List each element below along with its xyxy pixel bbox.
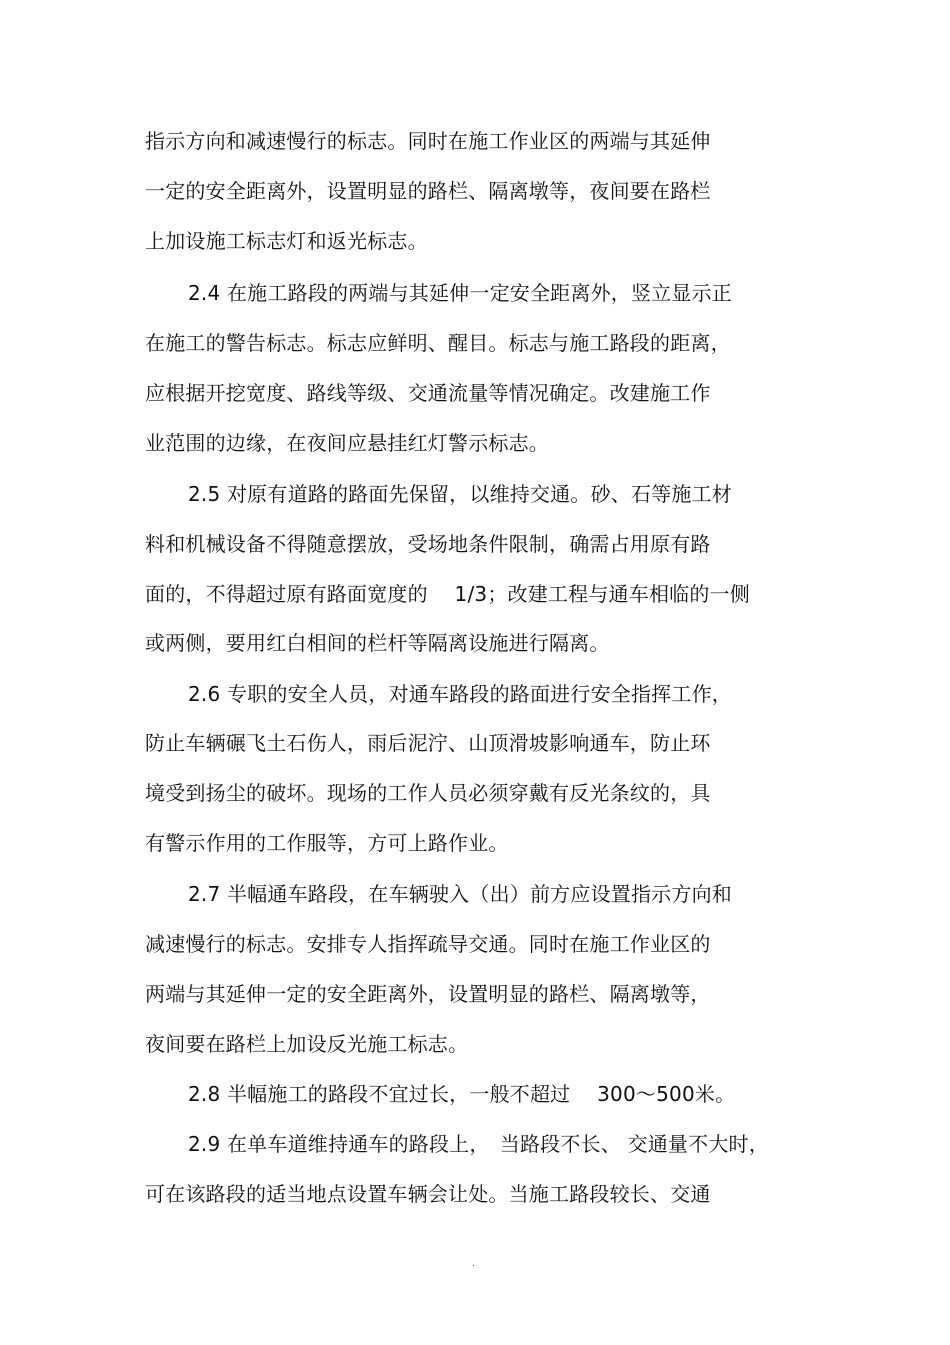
paragraph-start-2-8: 2.8 半幅施工的路段不宜过长，一般不超过 300～500米。 xyxy=(188,1082,736,1106)
text-line: 两端与其延伸一定的安全距离外，设置明显的路栏、隔离墩等， xyxy=(145,982,711,1006)
paragraph-start-2-6: 2.6 专职的安全人员，对通车路段的路面进行安全指挥工作， xyxy=(188,682,732,706)
page-mark: . xyxy=(472,1258,476,1269)
text-line: 上加设施工标志灯和返光标志。 xyxy=(145,229,428,253)
text-line: 面的，不得超过原有路面宽度的 1/3；改建工程与通车相临的一侧 xyxy=(145,582,750,606)
paragraph-start-2-4: 2.4 在施工路段的两端与其延伸一定安全距离外，竖立显示正 xyxy=(188,281,732,305)
text-line: 夜间要在路栏上加设反光施工标志。 xyxy=(145,1032,469,1056)
text-line: 有警示作用的工作服等，方可上路作业。 xyxy=(145,831,509,855)
text-line: 境受到扬尘的破坏。现场的工作人员必须穿戴有反光条纹的，具 xyxy=(145,781,711,805)
paragraph-start-2-5: 2.5 对原有道路的路面先保留，以维持交通。砂、石等施工材 xyxy=(188,482,732,506)
text-line: 防止车辆碾飞土石伤人，雨后泥泞、山顶滑坡影响通车，防止环 xyxy=(145,731,711,755)
text-line: 在施工的警告标志。标志应鲜明、醒目。标志与施工路段的距离， xyxy=(145,331,731,355)
text-line: 业范围的边缘，在夜间应悬挂红灯警示标志。 xyxy=(145,431,549,455)
paragraph-start-2-9: 2.9 在单车道维持通车的路段上， 当路段不长、 交通量不大时， xyxy=(188,1132,769,1156)
text-line: 或两侧，要用红白相间的栏杆等隔离设施进行隔离。 xyxy=(145,631,610,655)
text-line: 应根据开挖宽度、路线等级、交通流量等情况确定。改建施工作 xyxy=(145,381,711,405)
paragraph-start-2-7: 2.7 半幅通车路段，在车辆驶入（出）前方应设置指示方向和 xyxy=(188,882,732,906)
text-line: 减速慢行的标志。安排专人指挥疏导交通。同时在施工作业区的 xyxy=(145,932,711,956)
text-line: 料和机械设备不得随意摆放，受场地条件限制，确需占用原有路 xyxy=(145,532,711,556)
text-line: 可在该路段的适当地点设置车辆会让处。当施工路段较长、交通 xyxy=(145,1182,711,1206)
text-line: 一定的安全距离外，设置明显的路栏、隔离墩等，夜间要在路栏 xyxy=(145,179,711,203)
text-line: 指示方向和减速慢行的标志。同时在施工作业区的两端与其延伸 xyxy=(145,129,711,153)
